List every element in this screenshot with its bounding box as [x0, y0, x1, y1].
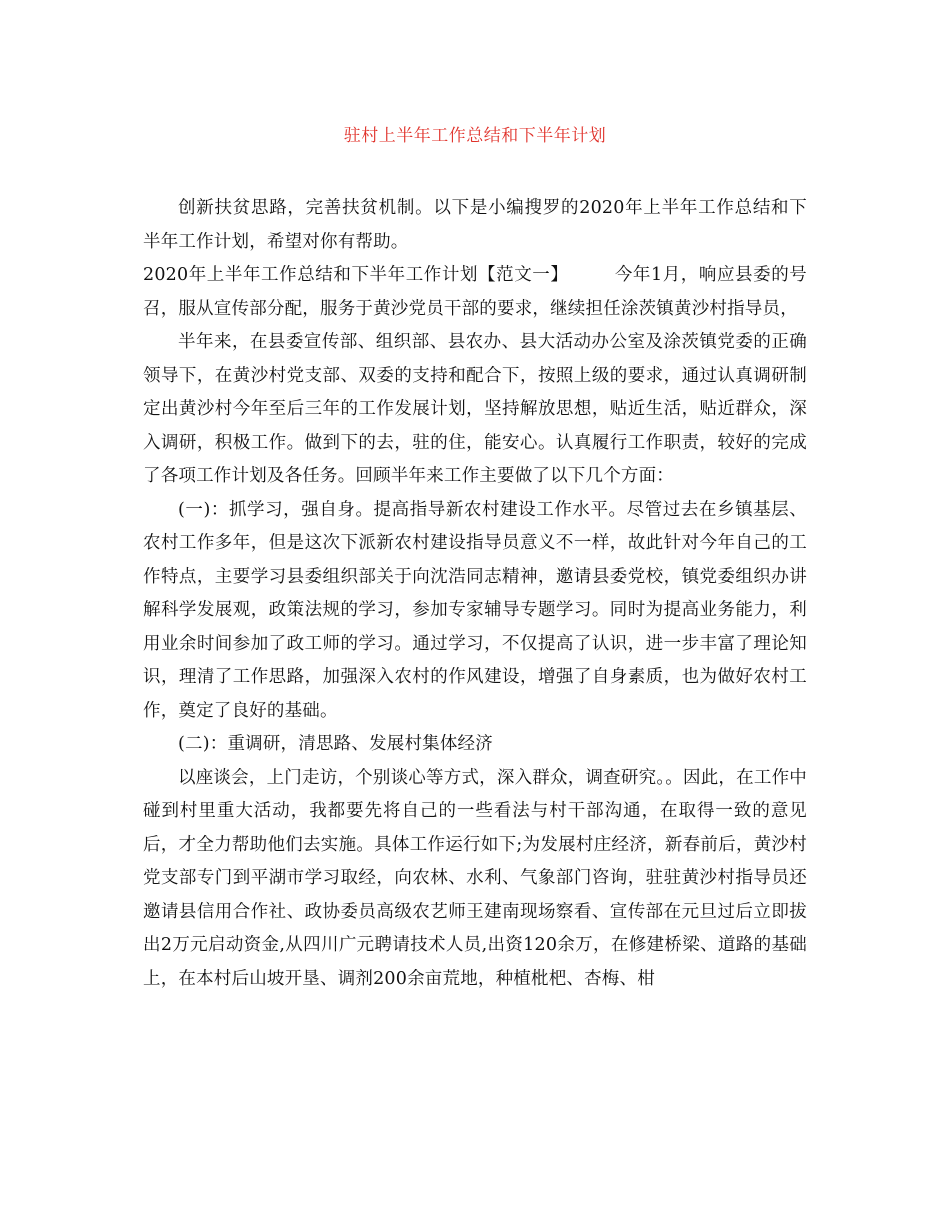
sample-heading-text: 今年1月，响应县委的号召，服从宣传部分配，服务于黄沙党员干部的要求，继续担任涂茨镇黄沙村指导员， — [143, 265, 807, 319]
paragraph-half-year: 半年来，在县委宣传部、组织部、县农办、县大活动办公室及涂茨镇党委的正确领导下，在黄沙村党支部、双委的支持和配合下，按照上级的要求，通过认真调研制定出黄沙村今年至后三年的工作发展计划，坚持解放思想，贴近生活，贴近群众，深入调研，积极工作。做到下的去，驻的住，能安心。认真履行工作职责，较好的完成了各项工作计划及各任务。回顾半年来工作主要做了以下几个方面： — [143, 332, 807, 486]
paragraph-section-1: (一)：抓学习，强自身。提高指导新农村建设工作水平。尽管过去在乡镇基层、农村工作多年，但是这次下派新农村建设指导员意义不一样，故此针对今年自己的工作特点，主要学习县委组织部关于向沈浩同志精神，邀请县委党校，镇党委组织办讲解科学发展观，政策法规的学习，参加专家辅导专题学习。同时为提高业务能力，利用业余时间参加了政工师的学习。通过学习，不仅提高了认识，进一步丰富了理论知识，理清了工作思路，加强深入农村的作风建设，增强了自身素质，也为做好农村工作，奠定了良好的基础。 — [143, 499, 807, 721]
paragraph-sample-heading — [143, 259, 807, 326]
paragraph-section-2-body: 以座谈会，上门走访，个别谈心等方式，深入群众，调查研究。。因此，在工作中碰到村里重大活动，我都要先将自己的一些看法与村干部沟通，在取得一致的意见后，才全力帮助他们去实施。具体工作运行如下;为发展村庄经济，新春前后，黄沙村党支部专门到平湖市学习取经，向农林、水利、气象部门咨询，驻驻黄沙村指导员还邀请县信用合作社、政协委员高级农艺师王建南现场察看、宣传部在元旦过后立即拔出2万元启动资金,从四川广元聘请技术人员,出资120余万，在修建桥梁、道路的基础上，在本村后山坡开垦、调剂200余亩荒地，种植枇杷、杏梅、柑 — [143, 767, 807, 989]
document-title: 驻村上半年工作总结和下半年计划 — [343, 126, 607, 146]
paragraph-intro: 创新扶贫思路，完善扶贫机制。以下是小编搜罗的2020年上半年工作总结和下半年工作计划，希望对你有帮助。 — [143, 198, 807, 252]
document-body — [143, 192, 807, 996]
sample-heading-label: 2020年上半年工作总结和下半年工作计划【范文一】 — [143, 265, 569, 285]
paragraph-section-2-heading: (二)：重调研，清思路、发展村集体经济 — [178, 734, 493, 754]
